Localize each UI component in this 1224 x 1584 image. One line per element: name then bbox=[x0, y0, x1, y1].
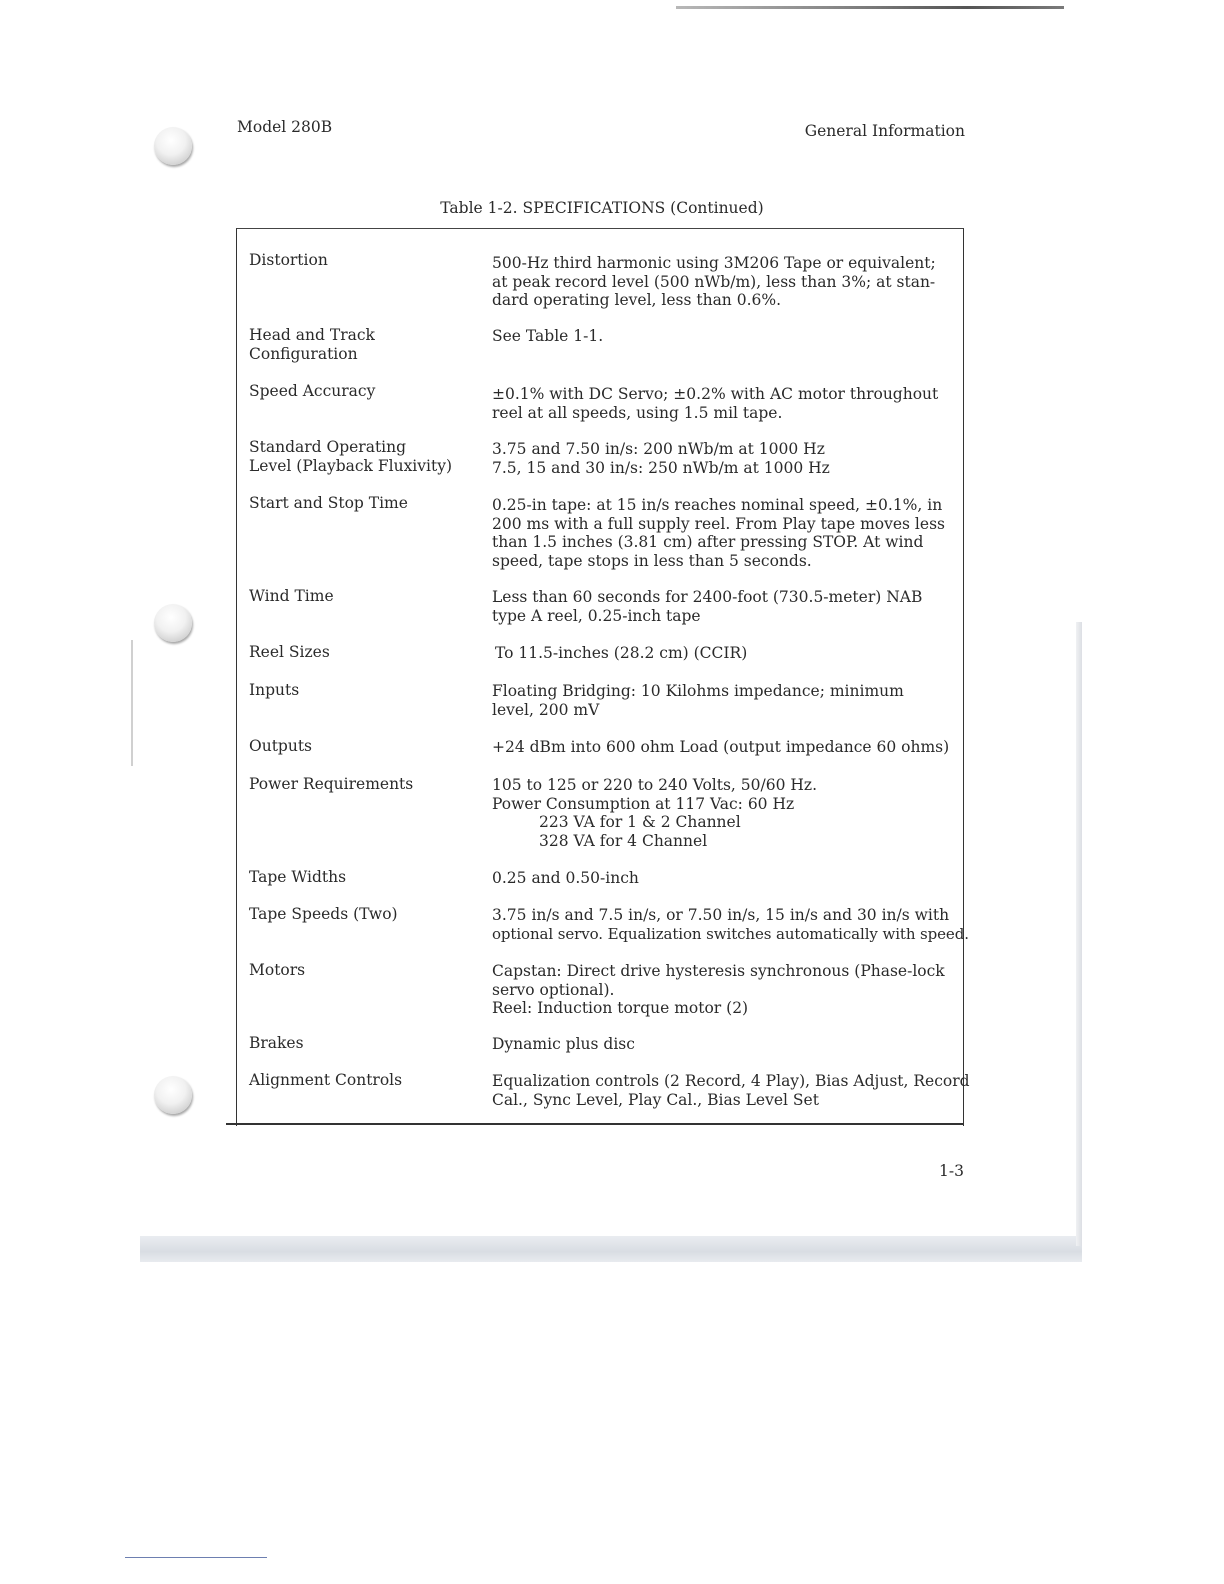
binder-hole-icon bbox=[154, 604, 192, 642]
page-number: 1-3 bbox=[939, 1162, 964, 1180]
spec-value: 0.25-in tape: at 15 in/s reaches nominal speed, ±0.1%, in 200 ms with a full supply reel. From Play tape moves less than 1.5 inches (3.81 cm) after pressing STOP. At wind speed, tape stops in less than 5 seconds. bbox=[492, 496, 945, 570]
spec-label: Tape Speeds (Two) bbox=[249, 905, 398, 923]
scan-artifact-shadow bbox=[140, 1236, 1082, 1262]
spec-value: Dynamic plus disc bbox=[492, 1035, 635, 1053]
spec-value: Capstan: Direct drive hysteresis synchronous (Phase-lock servo optional). Reel: Induction torque motor (2) bbox=[492, 962, 945, 1018]
scan-artifact-bottom bbox=[125, 1557, 267, 1558]
spec-table-bottom-rule bbox=[226, 1123, 964, 1125]
spec-label: Distortion bbox=[249, 251, 328, 269]
spec-label: Head and Track Configuration bbox=[249, 326, 375, 363]
scan-artifact-edge bbox=[1076, 622, 1082, 1246]
spec-label: Outputs bbox=[249, 737, 313, 755]
spec-value: 105 to 125 or 220 to 240 Volts, 50/60 Hz. Power Consumption at 117 Vac: 60 Hz 223 VA for 1 & 2 Channel 328 VA for 4 Channel bbox=[492, 776, 817, 850]
header-section: General Information bbox=[804, 122, 965, 140]
spec-value: 3.75 in/s and 7.5 in/s, or 7.50 in/s, 15 in/s and 30 in/s with optional servo. Equalization switches automatically with speed. bbox=[492, 906, 969, 943]
spec-label: Alignment Controls bbox=[249, 1071, 403, 1089]
spec-label: Inputs bbox=[249, 681, 300, 699]
spec-label: Tape Widths bbox=[249, 868, 347, 886]
spec-value: ±0.1% with DC Servo; ±0.2% with AC motor throughout reel at all speeds, using 1.5 mil tape. bbox=[492, 385, 939, 422]
spec-value: See Table 1-1. bbox=[492, 327, 604, 345]
spec-value: 3.75 and 7.50 in/s: 200 nWb/m at 1000 Hz 7.5, 15 and 30 in/s: 250 nWb/m at 1000 Hz bbox=[492, 440, 830, 477]
scan-artifact-top bbox=[676, 6, 1064, 9]
spec-value: 0.25 and 0.50-inch bbox=[492, 869, 639, 887]
spec-value: +24 dBm into 600 ohm Load (output impedance 60 ohms) bbox=[492, 738, 950, 756]
spec-label: Speed Accuracy bbox=[249, 382, 376, 400]
spec-label: Brakes bbox=[249, 1034, 304, 1052]
spec-label: Standard Operating Level (Playback Fluxivity) bbox=[249, 438, 453, 475]
spec-value: 500-Hz third harmonic using 3M206 Tape or equivalent; at peak record level (500 nWb/m), less than 3%; at stan- dard operating level, less than 0.6%. bbox=[492, 254, 936, 310]
scan-artifact-left bbox=[131, 640, 133, 766]
binder-hole-icon bbox=[154, 127, 192, 165]
spec-label: Motors bbox=[249, 961, 306, 979]
header-model: Model 280B bbox=[237, 118, 333, 136]
table-title: Table 1-2. SPECIFICATIONS (Continued) bbox=[440, 199, 764, 217]
spec-label: Start and Stop Time bbox=[249, 494, 408, 512]
spec-value: Less than 60 seconds for 2400-foot (730.5-meter) NAB type A reel, 0.25-inch tape bbox=[492, 588, 923, 625]
spec-label: Wind Time bbox=[249, 587, 334, 605]
spec-value: To 11.5-inches (28.2 cm) (CCIR) bbox=[495, 644, 748, 662]
spec-label: Reel Sizes bbox=[249, 643, 330, 661]
spec-label: Power Requirements bbox=[249, 775, 414, 793]
binder-hole-icon bbox=[154, 1076, 192, 1114]
spec-value: Floating Bridging: 10 Kilohms impedance; minimum level, 200 mV bbox=[492, 682, 904, 719]
spec-value: Equalization controls (2 Record, 4 Play), Bias Adjust, Record Cal., Sync Level, Play Cal., Bias Level Set bbox=[492, 1072, 970, 1109]
